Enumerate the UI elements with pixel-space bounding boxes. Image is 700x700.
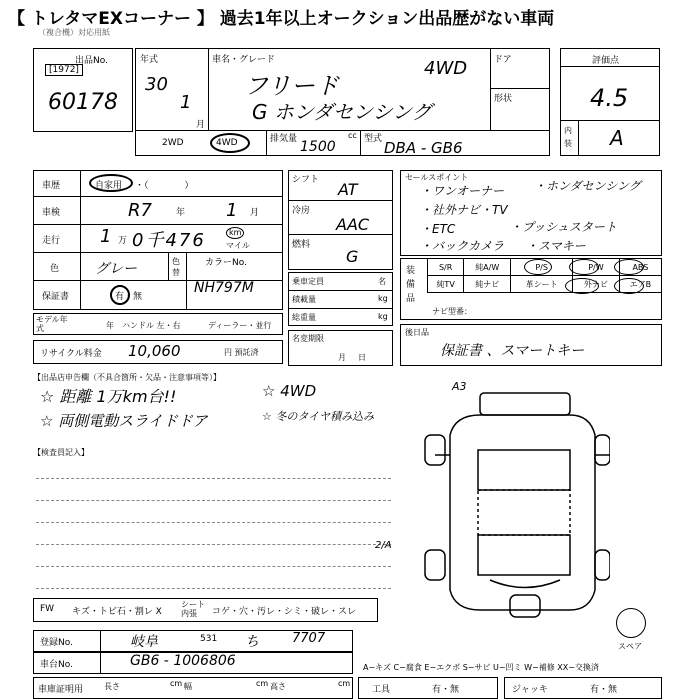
history-value: 自家用 bbox=[95, 181, 123, 191]
remarks-line2b: ☆ 冬のタイヤ積み込み bbox=[262, 410, 375, 423]
change-unit: 月日 bbox=[338, 353, 378, 362]
interior-label: 内装 bbox=[564, 126, 572, 148]
interior-value: A bbox=[610, 126, 624, 150]
footer-tools-label: 工具 bbox=[372, 685, 391, 695]
car-label: 車名・グレード bbox=[212, 55, 276, 65]
fuel-label: 燃料 bbox=[292, 240, 311, 250]
registration-num: 531 bbox=[200, 634, 218, 644]
color-change-label: 色替 bbox=[172, 257, 180, 277]
model-year-label: モデル年式 bbox=[36, 315, 68, 333]
history-rest: ・（ ） bbox=[135, 181, 194, 191]
notes-value: 保証書 、スマートキー bbox=[440, 343, 585, 359]
weight-unit: kg bbox=[378, 312, 388, 321]
warranty-label: 保証書 bbox=[42, 292, 70, 302]
inspection-year-unit: 年 bbox=[176, 208, 186, 218]
year-month: 1 bbox=[180, 92, 192, 113]
header-title: 【 トレタマEXコーナー 】 過去1年以上オークション出品歴がない車両 bbox=[8, 9, 555, 29]
displacement-unit: cc bbox=[348, 131, 357, 140]
car-grade: G ホンダセンシング bbox=[252, 100, 432, 124]
inspector-label: 【検査員記入】 bbox=[33, 448, 89, 457]
car-drive: 4WD bbox=[424, 58, 468, 79]
mileage-rest: 0千476 bbox=[132, 230, 206, 251]
sales-item-1: ・ワンオーナー bbox=[420, 184, 505, 198]
remarks-line1: ☆ 距離 1万km台!! bbox=[40, 387, 177, 406]
eq-leather: 革シート bbox=[511, 276, 573, 293]
score-value: 4.5 bbox=[590, 84, 629, 112]
fuel-value: G bbox=[346, 247, 359, 266]
sales-item-3: ・社外ナビ・TV bbox=[420, 203, 508, 217]
eq-ext-navi: 外ナビ bbox=[573, 276, 620, 293]
eq-ps: P/S bbox=[511, 259, 573, 276]
model-year-unit: 年 bbox=[106, 321, 114, 330]
eq-navi: 純ナビ bbox=[464, 276, 511, 293]
sales-item-2: ・ホンダセンシング bbox=[534, 179, 641, 193]
eq-abs: ABS bbox=[619, 259, 661, 276]
mileage-unit: km bbox=[229, 228, 242, 237]
color-value: グレー bbox=[95, 261, 137, 277]
model-year-dealer: ディーラー・並行 bbox=[208, 321, 272, 330]
spare-circle bbox=[616, 608, 646, 638]
color-code: NH797M bbox=[194, 280, 254, 296]
recycle-value: 10,060 bbox=[128, 342, 181, 360]
remarks-line2: ☆ 両側電動スライドドア bbox=[40, 412, 208, 430]
history-label: 車歴 bbox=[42, 181, 61, 191]
color-code-label: カラーNo. bbox=[205, 258, 247, 268]
fw-sheet: シート内張 bbox=[181, 600, 205, 618]
footer-jack-value: 有・無 bbox=[590, 685, 618, 695]
legend: A−キズ C−腐食 E−エクボ S−サビ U−凹ミ W−補修 XX−交換済 bbox=[363, 663, 599, 672]
registration-label: 登録No. bbox=[40, 638, 73, 648]
fw-label: FW bbox=[40, 604, 55, 614]
aircon-label: 冷房 bbox=[292, 206, 311, 216]
car-name: フリード bbox=[244, 72, 340, 100]
chassis-label: 車台No. bbox=[40, 660, 73, 670]
mileage-unit2: マイル bbox=[226, 241, 250, 250]
shift-value: AT bbox=[338, 180, 358, 199]
shape-label: 形状 bbox=[494, 94, 513, 104]
load-unit: kg bbox=[378, 294, 388, 303]
car-diagram bbox=[410, 375, 610, 625]
footer-cm3: cm bbox=[338, 679, 351, 688]
fw-items: キズ・トビ石・割レ X bbox=[72, 607, 162, 617]
mileage-label: 走行 bbox=[42, 236, 61, 246]
notes-label: 後日品 bbox=[405, 328, 429, 337]
sales-label: セールスポイント bbox=[405, 173, 469, 182]
drive-2wd: 2WD bbox=[162, 138, 184, 148]
registration-place: 岐阜 bbox=[130, 634, 158, 650]
change-label: 名変期限 bbox=[292, 334, 324, 343]
registration-kana: ち bbox=[245, 634, 259, 650]
door-label: ドア bbox=[494, 55, 512, 65]
capacity-label: 乗車定員 bbox=[292, 277, 324, 286]
sales-item-5: ・プッシュスタート bbox=[510, 220, 617, 234]
recycle-unit: 円 預託済 bbox=[224, 348, 259, 357]
model-value: DBA - GB6 bbox=[384, 139, 463, 157]
chassis-value: GB6 - 1006806 bbox=[130, 653, 236, 669]
warranty-value: 有・無 bbox=[115, 292, 143, 302]
eq-pw: P/W bbox=[573, 259, 620, 276]
lot-label: 出品No. bbox=[75, 56, 108, 66]
registration-number: 7707 bbox=[292, 631, 326, 646]
footer-jack-label: ジャッキ bbox=[512, 685, 548, 695]
remarks-label: 【出品店申告欄（不具合箇所・欠品・注意事項等）】 bbox=[33, 373, 221, 382]
diagram-a3: A3 bbox=[452, 380, 467, 393]
recycle-label: リサイクル料金 bbox=[40, 349, 102, 359]
drive-4wd: 4WD bbox=[216, 138, 238, 148]
displacement-label: 排気量 bbox=[270, 134, 298, 144]
eq-sr: S/R bbox=[428, 259, 464, 276]
sales-item-4: ・ETC bbox=[420, 222, 456, 236]
equipment-label: 装備品 bbox=[406, 266, 416, 304]
diagram-note: 2/A bbox=[375, 540, 392, 551]
inspection-year: R7 bbox=[128, 200, 152, 221]
remarks-line1b: ☆ 4WD bbox=[262, 382, 317, 400]
eq-tv: 純TV bbox=[428, 276, 464, 293]
color-label: 色 bbox=[50, 264, 60, 274]
weight-label: 総重量 bbox=[292, 313, 316, 322]
aircon-value: AAC bbox=[336, 215, 370, 234]
lot-code: [1972] bbox=[45, 64, 83, 76]
footer-height: 高さ bbox=[270, 682, 286, 691]
inspection-month-unit: 月 bbox=[250, 208, 260, 218]
score-label: 評価点 bbox=[592, 56, 620, 66]
lot-number: 60178 bbox=[48, 90, 118, 115]
sales-item-6: ・バックカメラ bbox=[420, 239, 505, 253]
displacement-value: 1500 bbox=[300, 139, 336, 155]
footer-cm2: cm bbox=[256, 679, 269, 688]
load-label: 積載量 bbox=[292, 295, 316, 304]
header-subtitle: （複合機）対応用紙 bbox=[38, 28, 110, 37]
capacity-unit: 名 bbox=[378, 277, 386, 286]
eq-aw: 純A/W bbox=[464, 259, 511, 276]
footer-length: 長さ bbox=[104, 682, 120, 691]
footer-cm1: cm bbox=[170, 679, 183, 688]
year-month-unit: 月 bbox=[196, 120, 206, 130]
footer-cert-label: 車庫証明用 bbox=[38, 685, 84, 695]
inspection-month: 1 bbox=[226, 200, 238, 221]
year-label: 年式 bbox=[140, 55, 159, 65]
shift-label: シフト bbox=[292, 175, 320, 185]
year-value: 30 bbox=[145, 74, 168, 95]
sales-item-7: ・スマキー bbox=[526, 239, 586, 253]
footer-tools-value: 有・無 bbox=[432, 685, 460, 695]
mileage-man-unit: 万 bbox=[118, 236, 128, 246]
inspection-label: 車検 bbox=[42, 208, 61, 218]
mileage-man: 1 bbox=[100, 226, 112, 247]
model-year-handle: ハンドル 左・右 bbox=[122, 321, 181, 330]
fw-sheet-items: コゲ・穴・汚レ・シミ・破レ・スレ bbox=[212, 607, 357, 617]
model-label: 型式 bbox=[364, 134, 383, 144]
eq-airbag: エアB bbox=[619, 276, 661, 293]
navi-model: ナビ型番： bbox=[432, 307, 472, 316]
spare-label: スペア bbox=[618, 642, 642, 651]
footer-width: 幅 bbox=[184, 682, 192, 691]
